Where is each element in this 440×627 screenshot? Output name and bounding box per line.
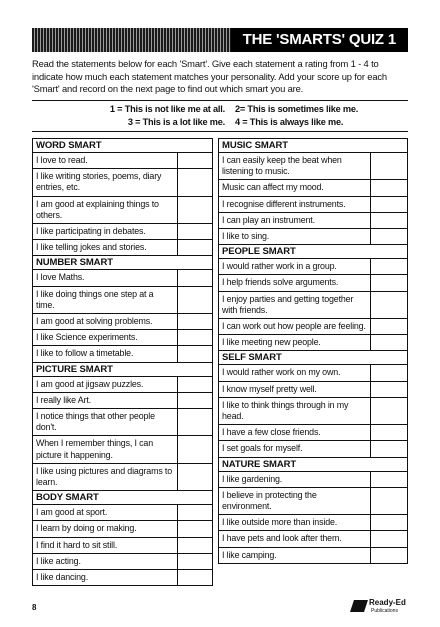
statement-row [33,287,212,314]
statement-row [219,488,407,515]
section-header: WORD SMART [33,139,212,153]
rating-box[interactable] [178,393,212,408]
statement-row [33,314,212,330]
statement-row [33,330,212,346]
statement-row [33,153,212,169]
rating-box[interactable] [371,515,407,530]
rating-box[interactable] [178,270,212,285]
rating-box[interactable] [371,229,407,244]
statement-text: I like camping. [219,548,371,563]
statement-row [33,464,212,491]
statement-text: I really like Art. [33,393,178,408]
statement-row [219,229,407,245]
scale-bottom-rule [32,131,408,132]
section-header: PEOPLE SMART [219,245,407,259]
statement-text: I like outside more than inside. [219,515,371,530]
statement-text: I like participating in debates. [33,224,178,239]
publisher-name: Ready-Ed [369,598,406,607]
statement-row [33,346,212,362]
statement-text: I am good at sport. [33,505,178,520]
rating-box[interactable] [371,531,407,546]
statement-row [219,197,407,213]
rating-box[interactable] [371,472,407,487]
statement-text: I would rather work in a group. [219,259,371,274]
publisher-logo-icon [350,600,368,612]
rating-scale [85,103,365,129]
statement-row [33,521,212,537]
statement-row [219,548,407,563]
scale-rating-3: 3 = This is a lot like me. [127,117,225,127]
section-header: NATURE SMART [219,458,407,472]
statement-row [33,169,212,196]
scale-rating-4: 4 = This is always like me. [235,117,344,127]
statement-row [219,425,407,441]
statement-row [219,213,407,229]
rating-box[interactable] [178,505,212,520]
statement-text: I like telling jokes and stories. [33,240,178,255]
rating-box[interactable] [371,319,407,334]
statement-row [219,398,407,425]
statement-row [33,240,212,256]
statement-row [219,153,407,180]
publisher-logo [352,597,412,621]
rating-box[interactable] [178,464,212,490]
rating-box[interactable] [371,488,407,514]
statement-text: I like to think things through in my head. [219,398,371,424]
statement-text: I recognise different instruments. [219,197,371,212]
rating-box[interactable] [178,538,212,553]
statement-row [33,393,212,409]
rating-box[interactable] [178,314,212,329]
statement-row [33,554,212,570]
statement-text: I can easily keep the beat when listening to music. [219,153,371,179]
statement-row [33,409,212,436]
rating-box[interactable] [178,570,212,585]
statement-text: I am good at explaining things to others. [33,197,178,223]
statement-text: I like doing things one step at a time. [33,287,178,313]
publisher-subtitle: Publications [371,608,398,614]
statement-text: I like meeting new people. [219,335,371,350]
rating-box[interactable] [178,346,212,361]
statement-text: I believe in protecting the environment. [219,488,371,514]
scale-rating-2: 2= This is sometimes like me. [235,104,359,114]
rating-box[interactable] [178,330,212,345]
statement-text: I am good at jigsaw puzzles. [33,377,178,392]
statement-text: I help friends solve arguments. [219,275,371,290]
rating-box[interactable] [371,197,407,212]
statement-text: I like Science experiments. [33,330,178,345]
rating-box[interactable] [178,153,212,168]
section-header: PICTURE SMART [33,363,212,377]
rating-box[interactable] [371,153,407,179]
rating-box[interactable] [371,441,407,456]
rating-box[interactable] [371,548,407,563]
rating-box[interactable] [178,409,212,435]
page-title: THE 'SMARTS' QUIZ 1 [231,28,408,52]
statement-text: I can play an instrument. [219,213,371,228]
statement-text: I am good at solving problems. [33,314,178,329]
statement-text: I love to read. [33,153,178,168]
scale-rating-1: 1 = This is not like me at all. [109,104,225,114]
statement-row [219,335,407,351]
right-quiz-column [218,138,408,564]
rating-box[interactable] [178,554,212,569]
statement-text: I set goals for myself. [219,441,371,456]
statement-row [219,531,407,547]
statement-row [33,538,212,554]
rating-box[interactable] [371,365,407,380]
statement-row [33,224,212,240]
scale-top-rule [32,100,408,101]
rating-box[interactable] [178,224,212,239]
rating-box[interactable] [178,377,212,392]
statement-text: I like writing stories, poems, diary entries, etc. [33,169,178,195]
section-header: MUSIC SMART [219,139,407,153]
rating-box[interactable] [371,425,407,440]
statement-row [33,197,212,224]
statement-row [33,570,212,585]
rating-box[interactable] [178,436,212,462]
section-header: BODY SMART [33,491,212,505]
statement-text: I can work out how people are feeling. [219,319,371,334]
statement-row [219,259,407,275]
rating-box[interactable] [371,398,407,424]
statement-text: When I remember things, I can picture it happening. [33,436,178,462]
rating-box[interactable] [178,240,212,255]
rating-box[interactable] [371,292,407,318]
statement-text: I know myself pretty well. [219,382,371,397]
rating-box[interactable] [371,382,407,397]
rating-box[interactable] [371,335,407,350]
statement-row [219,382,407,398]
statement-text: I like to sing. [219,229,371,244]
statement-text: Music can affect my mood. [219,180,371,195]
statement-row [33,270,212,286]
statement-row [33,377,212,393]
statement-text: I like to follow a timetable. [33,346,178,361]
statement-text: I like using pictures and diagrams to learn. [33,464,178,490]
rating-box[interactable] [178,197,212,223]
left-quiz-column [32,138,213,586]
instructions-text: Read the statements below for each 'Smart'. Give each statement a rating from 1 - 4 to indicate how much each statement matches your personality. Add your score up for each 'Smart' and record on the next page to find out which smart you are. [32,58,387,95]
rating-box[interactable] [371,259,407,274]
statement-text: I would rather work on my own. [219,365,371,380]
statement-row [219,441,407,457]
statement-row [219,319,407,335]
section-header: NUMBER SMART [33,256,212,270]
statement-text: I have a few close friends. [219,425,371,440]
title-banner [32,28,408,52]
statement-row [33,505,212,521]
statement-row [219,472,407,488]
rating-box[interactable] [371,275,407,290]
statement-text: I like dancing. [33,570,178,585]
page-number: 8 [32,603,37,612]
statement-row [33,436,212,463]
rating-box[interactable] [178,521,212,536]
statement-text: I have pets and look after them. [219,531,371,546]
statement-row [219,365,407,381]
statement-row [219,180,407,196]
rating-box[interactable] [371,213,407,228]
rating-box[interactable] [178,287,212,313]
statement-text: I find it hard to sit still. [33,538,178,553]
rating-box[interactable] [371,180,407,195]
statement-text: I love Maths. [33,270,178,285]
rating-box[interactable] [178,169,212,195]
section-header: SELF SMART [219,351,407,365]
statement-row [219,292,407,319]
statement-text: I notice things that other people don't. [33,409,178,435]
statement-text: I like gardening. [219,472,371,487]
statement-text: I enjoy parties and getting together with friends. [219,292,371,318]
statement-row [219,515,407,531]
statement-row [219,275,407,291]
statement-text: I like acting. [33,554,178,569]
statement-text: I learn by doing or making. [33,521,178,536]
